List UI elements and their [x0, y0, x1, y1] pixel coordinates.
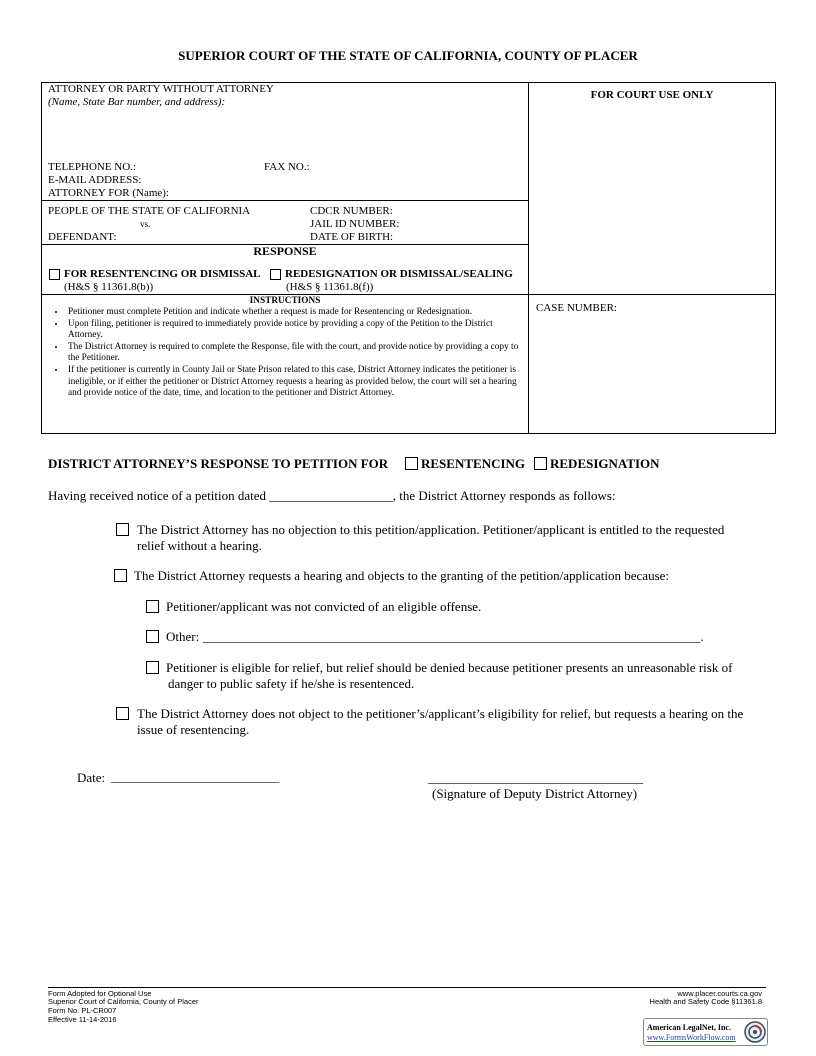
legalnet-logo-icon [744, 1021, 766, 1043]
resentencing-dismissal-code: (H&S § 11361.8(b)) [64, 281, 154, 293]
instruction-item: • If the petitioner is currently in County Jail or State Prison related to this case, District Attorney indicates the petitioner is ineligible, or if either the petitioner or District Attorney requests a hearing as provided below, the court will set a hearing and provide notice of the date, time, and location to the petitioner and District Attorney. [66, 365, 523, 400]
eligibility-hearing-checkbox[interactable] [116, 707, 129, 720]
defendant-label: DEFENDANT: [48, 231, 117, 243]
date-label: Date: [77, 770, 106, 785]
footer-rule [48, 987, 766, 988]
attorney-for-label: ATTORNEY FOR (Name): [48, 187, 169, 199]
court-use-label: FOR COURT USE ONLY [590, 89, 714, 101]
dob-label: DATE OF BIRTH: [310, 231, 394, 243]
cdcr-label: CDCR NUMBER: [310, 205, 393, 217]
eligibility-hearing-text-2: issue of resentencing. [137, 722, 250, 737]
footer-left-3: Form No. PL-CR007 [48, 1006, 117, 1015]
date-field[interactable]: _____________________________ [111, 771, 280, 784]
divider-instructions [41, 294, 776, 295]
attorney-subheading: (Name, State Bar number, and address): [48, 96, 226, 108]
redesignation-checkbox[interactable] [534, 457, 547, 470]
notice-line [48, 488, 616, 504]
not-convicted-checkbox[interactable] [146, 600, 159, 613]
signature-caption: (Signature of Deputy District Attorney) [432, 786, 638, 801]
no-objection-text-1: The District Attorney has no objection to this petition/application. Petitioner/applicant is entitled to the requested [137, 522, 725, 537]
court-use-box [528, 82, 776, 434]
legalnet-badge[interactable] [643, 1018, 768, 1046]
court-title: SUPERIOR COURT OF THE STATE OF CALIFORNIA, COUNTY OF PLACER [178, 48, 638, 63]
not-convicted-text: Petitioner/applicant was not convicted of an eligible offense. [166, 599, 482, 614]
jail-id-label: JAIL ID NUMBER: [310, 218, 400, 230]
instructions-title: INSTRUCTIONS [249, 296, 321, 306]
footer-left-1: Form Adopted for Optional Use [48, 989, 152, 998]
fax-label: FAX NO.: [264, 161, 310, 173]
footer-left-2: Superior Court of California, County of Placer [48, 997, 199, 1006]
request-hearing-checkbox[interactable] [114, 569, 127, 582]
da-response-heading: DISTRICT ATTORNEY’S RESPONSE TO PETITION FOR [48, 456, 389, 471]
other-checkbox[interactable] [146, 630, 159, 643]
risk-text-1: Petitioner is eligible for relief, but relief should be denied because petitioner presents an unreasonable risk of [166, 660, 733, 675]
footer-right-1: www.placer.courts.ca.gov [677, 989, 762, 998]
other-reason-field[interactable]: _______________________________________________________________________________. [203, 630, 704, 644]
email-label: E-MAIL ADDRESS: [48, 174, 142, 186]
instructions-list [48, 307, 523, 400]
risk-checkbox[interactable] [146, 661, 159, 674]
petition-date-field[interactable]: ___________________ [269, 488, 393, 503]
signature-field[interactable]: ___________________________________ [428, 771, 644, 785]
response-title: RESPONSE [253, 244, 317, 258]
resentencing-dismissal-checkbox[interactable] [49, 269, 60, 280]
case-number-label: CASE NUMBER: [536, 302, 617, 314]
resentencing-option-label: RESENTENCING [421, 456, 526, 471]
no-objection-text-2: relief without a hearing. [137, 538, 262, 553]
notice-prefix: Having received notice of a petition dated [48, 488, 267, 503]
footer-left-4: Effective 11-14-2016 [48, 1015, 117, 1024]
notice-suffix: , the District Attorney responds as follows: [392, 488, 616, 503]
resentencing-dismissal-label: FOR RESENTENCING OR DISMISSAL [64, 268, 261, 280]
footer-right-2: Health and Safety Code §11361.8 [649, 997, 762, 1006]
legalnet-url[interactable]: www.FormsWorkFlow.com [647, 1033, 736, 1042]
instruction-item: • The District Attorney is required to complete the Response, file with the court, and provide notice by providing a copy to the Petitioner. [66, 342, 523, 365]
instruction-item: • Petitioner must complete Petition and indicate whether a request is made for Resentencing or Redesignation. [66, 307, 523, 319]
risk-text-2: danger to public safety if he/she is resentenced. [168, 676, 415, 691]
redesignation-option-label: REDESIGNATION [550, 456, 660, 471]
redesignation-sealing-code: (H&S § 11361.8(f)) [286, 281, 374, 293]
telephone-label: TELEPHONE NO.: [48, 161, 136, 173]
attorney-heading: ATTORNEY OR PARTY WITHOUT ATTORNEY [48, 83, 274, 95]
eligibility-hearing-text-1: The District Attorney does not object to the petitioner’s/applicant’s eligibility for relief, but requests a hearing on the [137, 706, 744, 721]
instruction-item: • Upon filing, petitioner is required to immediately provide notice by providing a copy of the Petition to the District Attorney. [66, 319, 523, 342]
resentencing-checkbox[interactable] [405, 457, 418, 470]
vs-label: vs. [140, 219, 151, 229]
legalnet-name: American LegalNet, Inc. [647, 1023, 731, 1032]
request-hearing-text: The District Attorney requests a hearing and objects to the granting of the petition/application because: [134, 568, 670, 583]
divider-attorney [41, 200, 529, 201]
people-label: PEOPLE OF THE STATE OF CALIFORNIA [48, 205, 251, 217]
redesignation-sealing-checkbox[interactable] [270, 269, 281, 280]
other-label: Other: [166, 629, 200, 644]
no-objection-checkbox[interactable] [116, 523, 129, 536]
redesignation-sealing-label: REDESIGNATION OR DISMISSAL/SEALING [285, 268, 513, 280]
